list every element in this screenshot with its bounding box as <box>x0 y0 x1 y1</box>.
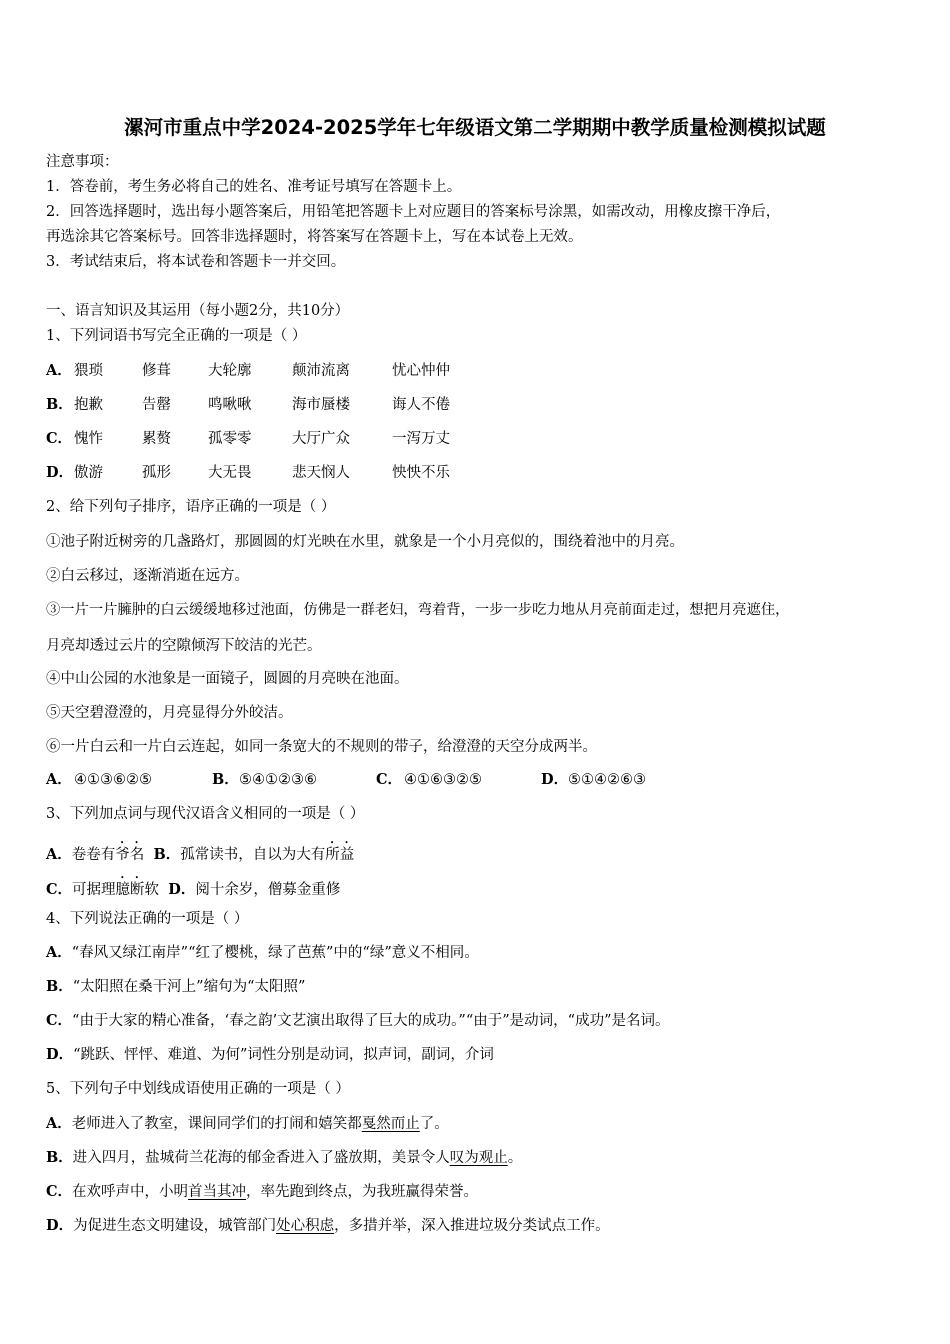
notes-heading: 注意事项： <box>46 154 119 170</box>
word: 海市蜃楼 <box>292 397 350 413</box>
dotted-word: 所益 <box>325 847 355 863</box>
word: 愧怍 <box>74 431 103 447</box>
q2-sentence-4: ④中山公园的水池象是一面镜子，圆圆的月亮映在池面。 <box>46 671 409 687</box>
q2-stem: 2、给下列句子排序，语序正确的一项是（ ） <box>46 499 336 515</box>
option-label: B． <box>46 396 73 413</box>
note-3: 3．考试结束后，将本试卷和答题卡一并交回。 <box>46 254 346 270</box>
q1-option-c <box>46 429 526 451</box>
option-label: D． <box>541 771 569 788</box>
q2-options <box>46 770 686 792</box>
option-label: C． <box>46 881 73 898</box>
option-text: “太阳照在桑干河上”缩句为“太阳照” <box>72 979 306 995</box>
underlined-idiom: 戛然而止 <box>361 1116 420 1132</box>
underlined-idiom: 叹为观止 <box>449 1150 508 1166</box>
word: 怏怏不乐 <box>392 465 450 481</box>
word: 一泻万丈 <box>392 431 450 447</box>
word: 颠沛流离 <box>292 363 350 379</box>
option-text-end: 了。 <box>419 1116 449 1132</box>
q3-options-ab <box>46 839 354 865</box>
q5-option-b <box>46 1148 522 1168</box>
option-label: B． <box>153 846 181 863</box>
option-label: A． <box>46 362 72 379</box>
option-label: B． <box>212 771 239 788</box>
q2-sentence-3b: 月亮却透过云片的空隙倾泻下皎洁的光芒。 <box>46 638 322 654</box>
word: 孤零零 <box>208 431 252 447</box>
q4-option-a <box>46 943 479 963</box>
dotted-word: 臆断 <box>115 882 145 898</box>
q5-option-a <box>46 1114 449 1134</box>
option-c-text: 可据理 <box>72 882 116 898</box>
option-text: ④①③⑥②⑤ <box>74 772 152 788</box>
q1-stem: 1、下列词语书写完全正确的一项是（ ） <box>46 328 307 344</box>
option-label: B． <box>46 1149 73 1166</box>
word: 鸣啾啾 <box>208 397 252 413</box>
word: 大轮廓 <box>208 363 252 379</box>
option-text: 进入四月，盐城荷兰花海的郁金香进入了盛放期，美景令人 <box>72 1150 450 1166</box>
option-label: C． <box>46 430 73 447</box>
word: 孤形 <box>142 465 171 481</box>
option-label: B． <box>46 978 73 995</box>
option-text-end: ，多措并举，深入推进垃圾分类试点工作。 <box>334 1218 610 1234</box>
q3-options-cd <box>46 874 340 900</box>
option-label: A． <box>46 1115 72 1132</box>
word: 悲天悯人 <box>292 465 350 481</box>
option-label: C． <box>46 1012 73 1029</box>
option-label: A． <box>46 771 72 788</box>
q2-sentence-3a: ③一片一片臃肿的白云缓缓地移过池面，仿佛是一群老妇，弯着背，一步一步吃力地从月亮前面走过，想把月亮遮住， <box>46 602 790 618</box>
option-b-text: 孤常读书，自以为大有 <box>180 847 326 863</box>
option-label: A． <box>46 944 72 961</box>
q3-stem: 3、下列加点词与现代汉语含义相同的一项是（ ） <box>46 806 365 822</box>
note-2a: 2．回答选择题时，选出每小题答案后，用铅笔把答题卡上对应题目的答案标号涂黑，如需改动，用橡皮擦干净后， <box>46 204 781 220</box>
option-text: ⑤④①②③⑥ <box>239 772 317 788</box>
option-text: ⑤①④②⑥③ <box>568 772 646 788</box>
option-text-end: 。 <box>507 1150 523 1166</box>
dotted-word: 爷名 <box>115 847 145 863</box>
word: 抱歉 <box>74 397 103 413</box>
option-label: D． <box>168 881 196 898</box>
q4-stem: 4、下列说法正确的一项是（ ） <box>46 911 249 927</box>
underlined-idiom: 处心积虑 <box>276 1218 335 1234</box>
note-2b: 再选涂其它答案标号。回答非选择题时，将答案写在答题卡上，写在本试卷上无效。 <box>46 229 583 245</box>
q2-sentence-5: ⑤天空碧澄澄的，月亮显得分外皎洁。 <box>46 705 293 721</box>
option-text: 老师进入了教室，课间同学们的打闹和嬉笑都 <box>71 1116 362 1132</box>
q4-option-b <box>46 977 305 997</box>
word: 大厅广众 <box>292 431 350 447</box>
q2-sentence-1: ①池子附近树旁的几盏路灯，那圆圆的灯光映在水里，就象是一个小月亮似的，围绕着池中的月亮。 <box>46 534 684 550</box>
q5-option-d <box>46 1216 610 1236</box>
q5-option-c <box>46 1182 478 1202</box>
section-heading: 一、语言知识及其运用（每小题2分，共10分） <box>46 303 350 319</box>
option-label: D． <box>46 1046 74 1063</box>
word: 告罄 <box>142 397 171 413</box>
word: 猥琐 <box>74 363 103 379</box>
option-label: D． <box>46 1217 74 1234</box>
option-label: A． <box>46 846 72 863</box>
q1-option-b <box>46 395 526 417</box>
option-label: C． <box>376 771 403 788</box>
option-text: “跳跃、怦怦、难道、为何”词性分别是动词，拟声词，副词，介词 <box>73 1047 494 1063</box>
option-text: “由于大家的精心准备，‘春之韵’文艺演出取得了巨大的成功。”“由于”是动词，“成功”是名词。 <box>72 1013 670 1029</box>
q4-option-d <box>46 1045 494 1065</box>
option-text-end: ，率先跑到终点，为我班赢得荣誉。 <box>246 1184 479 1200</box>
option-a-text: 卷卷有 <box>71 847 116 863</box>
word: 忧心忡仲 <box>392 363 450 379</box>
option-text: “春风又绿江南岸”“红了樱桃，绿了芭蕉”中的“绿”意义不相同。 <box>71 945 479 961</box>
option-text: 为促进生态文明建设，城管部门 <box>73 1218 277 1234</box>
option-d-text: 阅十余岁，僧募金重修 <box>195 882 341 898</box>
option-label: C． <box>46 1183 73 1200</box>
word: 诲人不倦 <box>392 397 450 413</box>
word: 累赘 <box>142 431 171 447</box>
option-text: 在欢呼声中，小明 <box>72 1184 189 1200</box>
option-c-text-end: 软 <box>144 882 160 898</box>
q5-stem: 5、下列句子中划线成语使用正确的一项是（ ） <box>46 1081 350 1097</box>
q1-option-a <box>46 361 526 383</box>
q2-sentence-6: ⑥一片白云和一片白云连起，如同一条宽大的不规则的带子，给澄澄的天空分成两半。 <box>46 739 597 755</box>
word: 大无畏 <box>208 465 252 481</box>
word: 修葺 <box>142 363 171 379</box>
option-label: D． <box>46 464 74 481</box>
q2-sentence-2: ②白云移过，逐渐消逝在远方。 <box>46 568 249 584</box>
word: 傲游 <box>74 465 103 481</box>
q4-option-c <box>46 1011 670 1031</box>
underlined-idiom: 首当其冲 <box>188 1184 247 1200</box>
note-1: 1．答卷前，考生务必将自己的姓名、准考证号填写在答题卡上。 <box>46 179 462 195</box>
q1-option-d <box>46 463 526 485</box>
option-text: ④①⑥③②⑤ <box>404 772 482 788</box>
exam-title: 漯河市重点中学2024-2025学年七年级语文第二学期期中教学质量检测模拟试题 <box>124 116 826 139</box>
